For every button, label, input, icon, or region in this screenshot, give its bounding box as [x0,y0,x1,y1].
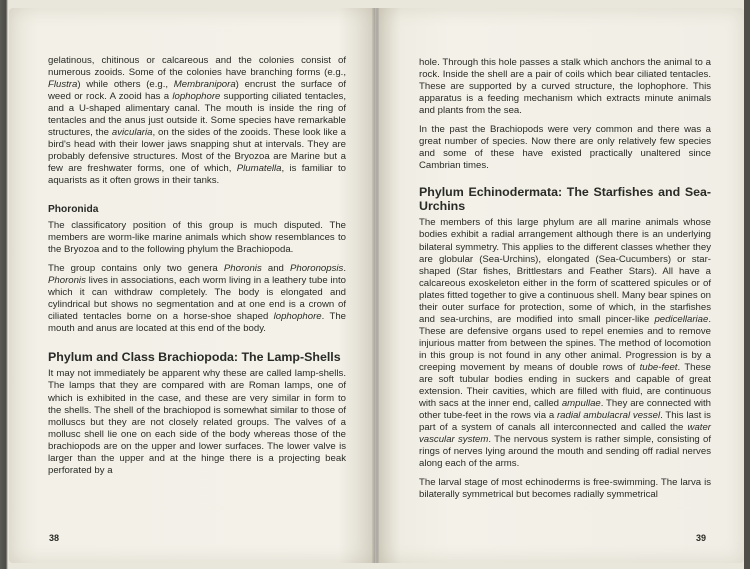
right-page [379,8,744,563]
paragraph-bryozoa-description: gelatinous, chitinous or calcareous and the colonies consist of numerous zooids. Some of the colonies have branching forms (e.g., Flustra) while others (e.g., Membranipora) encrust the surface of weed or rock. A zooid has a lophophore supporting ciliated tentacles, and a U-shaped alimentary canal. The mouth is inside the ring of tentacles and the anus just outside it. Some species have remarkable structures, the avicularia, on the sides of the zooids. These look like a bird's head with their lower jaws snapping shut at intervals. They are probably defensive structures. Most of the Bryozoa are Marine but a few are freshwater forms, one of which, Plumatella, is familiar to aquarists as it often grows in their tanks. [48,55,347,187]
heading-brachiopoda: Phylum and Class Brachiopoda: The Lamp-Shells [48,349,341,364]
paragraph-brachiopod-stalk: hole. Through this hole passes a stalk which anchors the animal to a rock. Inside the shell are a pair of coils which bear ciliated tentacles. These are supported by a curved structure, the lophophore. This apparatus is a feeding mechanism which extracts minute animals and plants from the sea. [419,57,711,117]
left-page [9,8,375,563]
paragraph-echinoderm-description: The members of this large phylum are all marine animals whose bodies exhibit a radial arrangement although there is an underlying bilateral symmetry. This applies to the different classes whether they are globular (Sea-Urchins), elongated (Sea-Cucumbers) or star-shaped (Star fishes, Brittlestars and Feather Stars). All have a calcareous exoskeleton either in the form of scattered spicules or of plates fitted together to give a continuous shell. Many bear spines on their outer surface for protection, some of which, in the starfishes and sea-urchins, are modified into small pincer-like pedicellariae. These are defensive organs used to repel enemies and to remove injurious matter from between the spines. The method of locomotion in this group is not found in any other animal. Progression is by a creeping movement by means of double rows of tube-feet. These are soft tubular bodies ending in suckers and capable of great extension. Their cavities, which are filled with fluid, are continuous with sacs at the inner end, called ampullae. They are connected with other tube-feet in the rows via a radial ambulacral vessel. This last is part of a system of canals all interconnected and called the water vascular system. The nervous system is rather simple, consisting of rings of nerves lying around the mouth and sending off radial nerves along each of the arms. [419,217,711,470]
cover-edge [744,0,750,569]
paragraph-lamp-shells: It may not immediately be apparent why these are called lamp-shells. The lamps that they are compared with are Roman lamps, one of which is exhibited in the case, and these are very similar in form to the shells. The shell of the brachiopod is somewhat similar to those of molluscs but they are not closely related groups. The valves of a mollusc shell lie one on each side of the body whereas those of the brachiopods are on the upper and lower surfaces. The lower valve is larger than the upper and at the hinge there is a projecting beak perforated by a [48,368,346,476]
paragraph-phoronis: The group contains only two genera Phoronis and Phoronopsis. Phoronis lives in associations, each worm living in a leathery tube into which it can withdraw completely. The body is elongated and cylindrical but shows no segmentation and at one end is a crown of ciliated tentacles borne on a horse-shoe shaped lophophore. The mouth and anus are located at this end of the body. [48,262,346,334]
paragraph-brachiopod-history: In the past the Brachiopods were very common and there was a great number of species. Now there are only relatively few species and some of these have existed practically unaltered since Cambrian times. [419,124,711,172]
left-page-text [48,55,346,484]
heading-phoronida: Phoronida [48,203,99,215]
right-page-text [419,57,711,509]
paragraph-larval-stage: The larval stage of most echinoderms is free-swimming. The larva is bilaterally symmetrical but becomes radially symmetrical [419,477,711,501]
page-number-right: 39 [695,533,706,543]
page-number-left: 38 [49,533,60,543]
paragraph-phoronida-classification: The classificatory position of this group is much disputed. The members are worm-like marine animals which show resemblances to the Bryozoa and to the following phylum the Brachiopoda. [48,219,346,255]
heading-echinodermata: Phylum Echinodermata: The Starfishes and Sea-Urchins [419,185,711,213]
